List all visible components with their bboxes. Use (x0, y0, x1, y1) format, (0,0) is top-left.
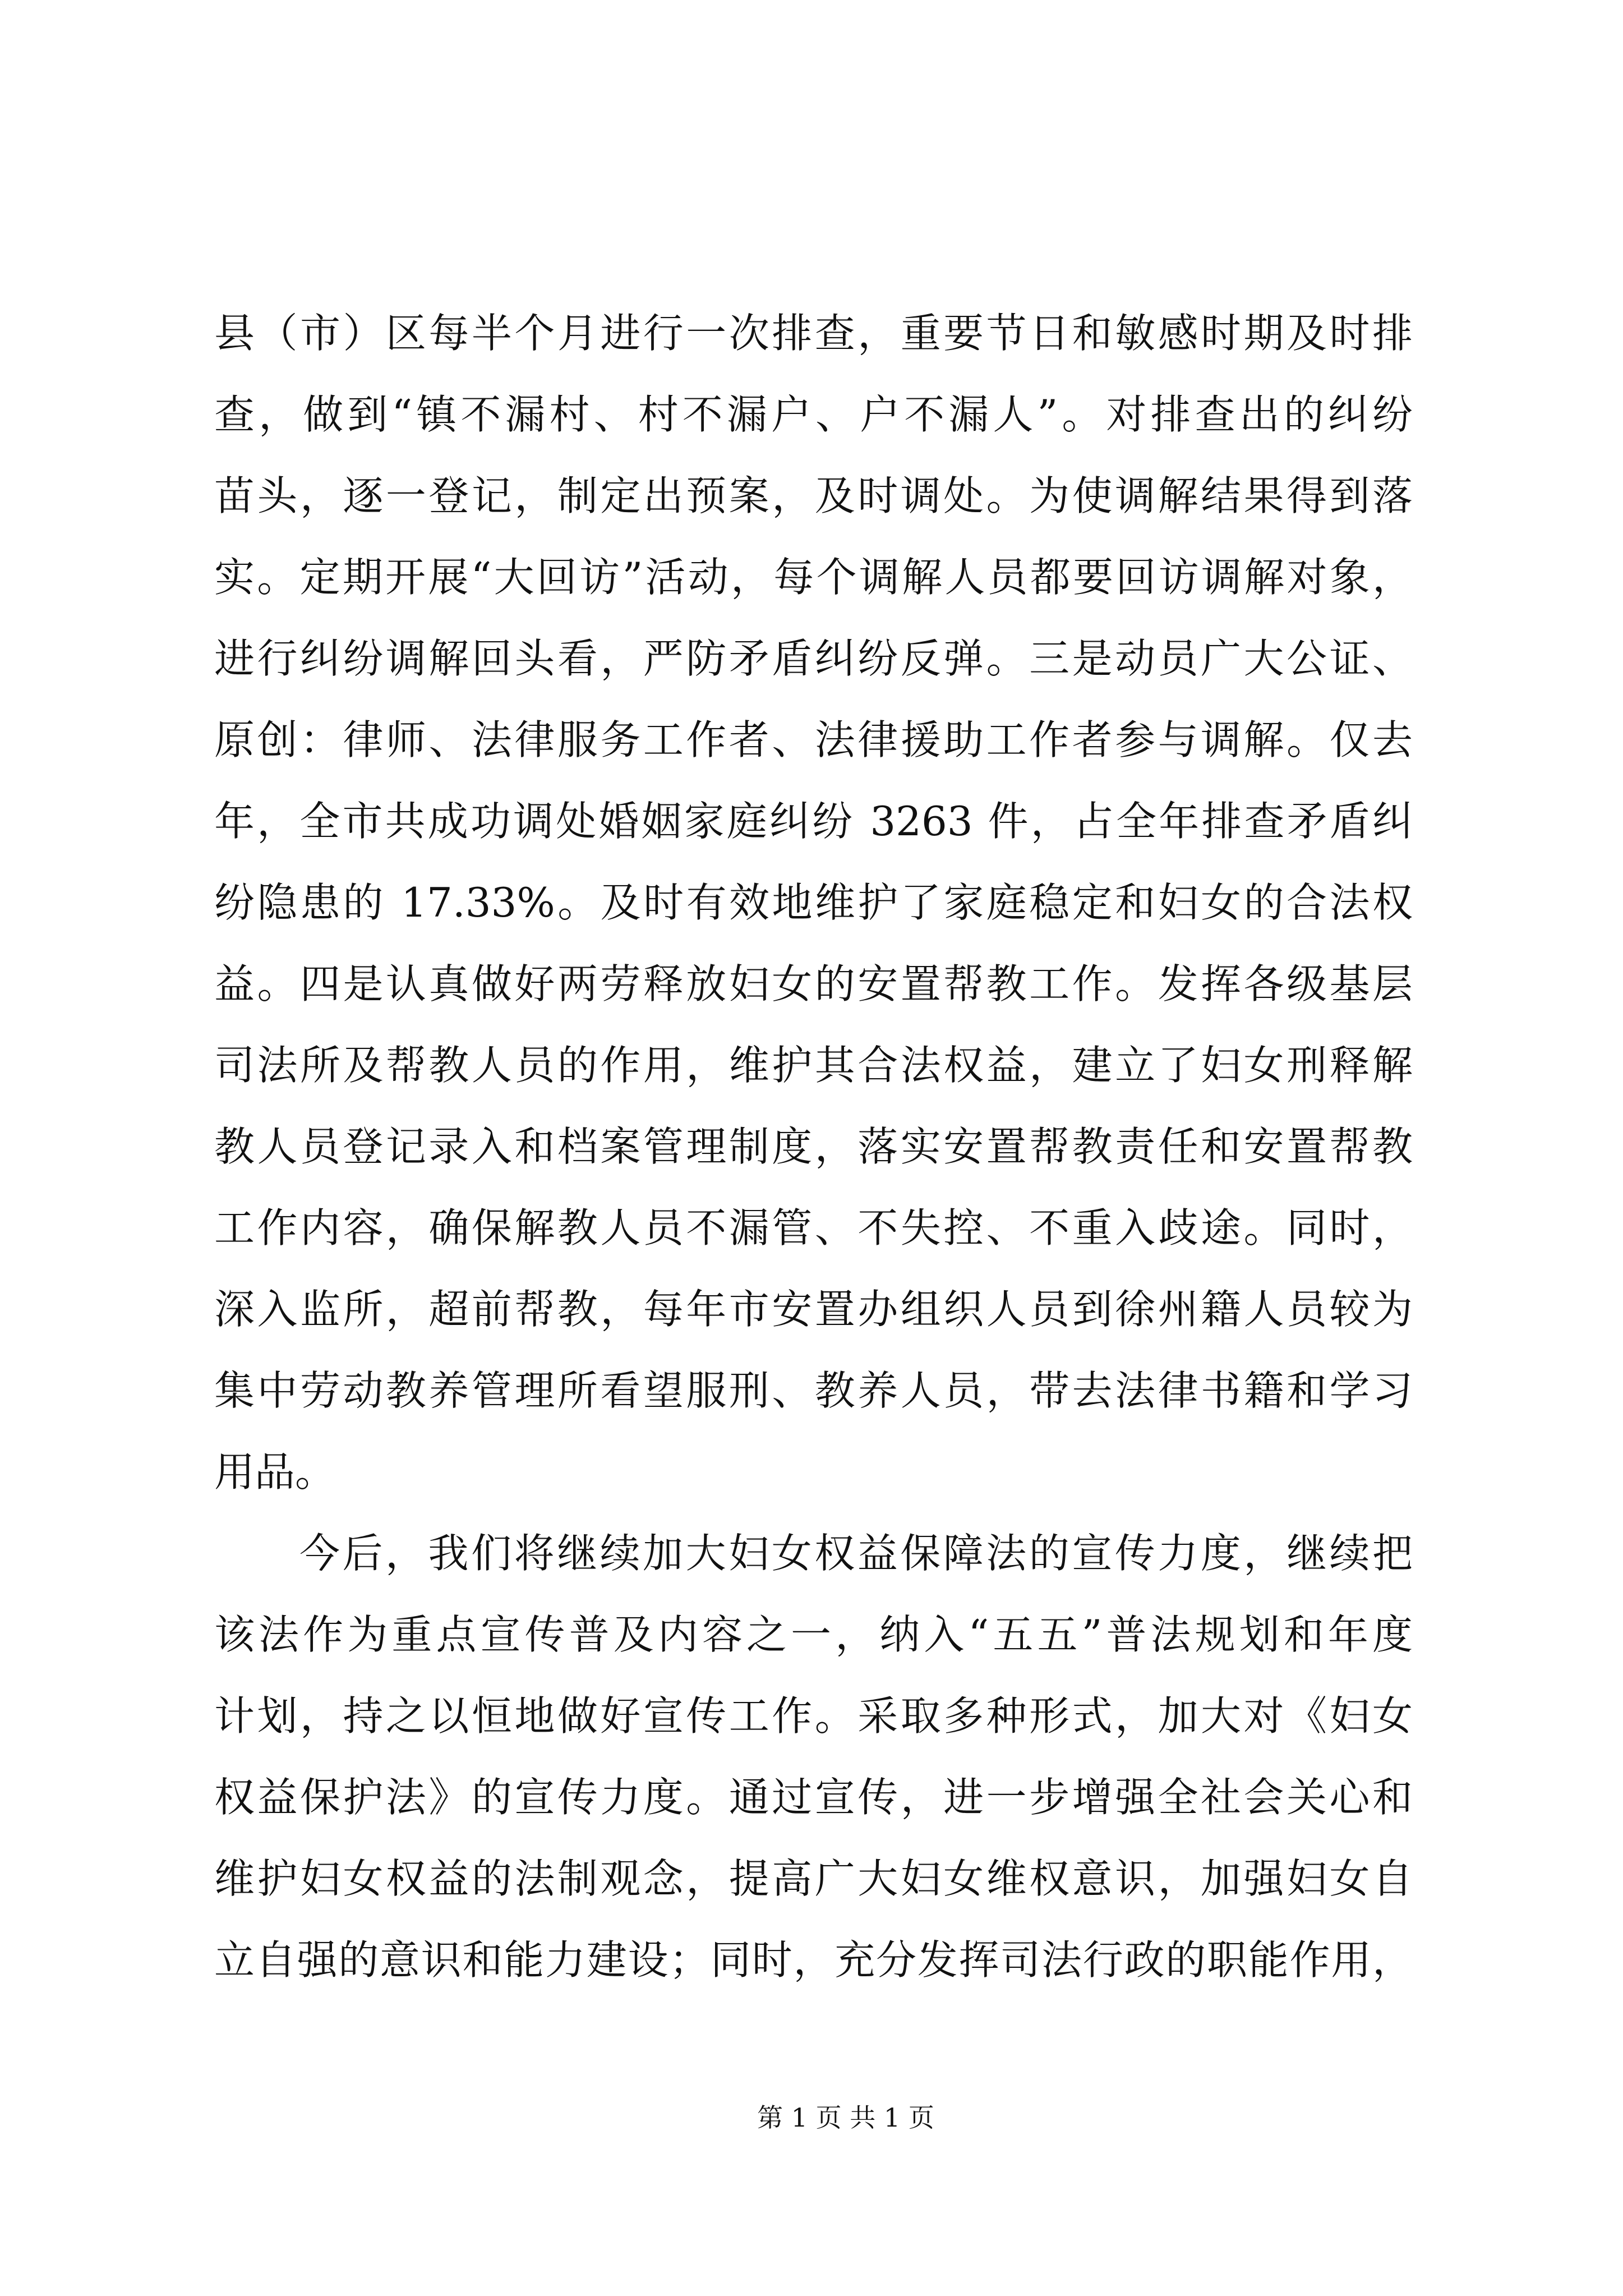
text-line: 县（市）区每半个月进行一次排查，重要节日和敏感时期及时排 (214, 310, 1413, 357)
document-body (214, 293, 1413, 2001)
text-line: 工作内容，确保解教人员不漏管、不失控、不重入歧途。同时， (214, 1204, 1413, 1251)
text-line: 原创：律师、法律服务工作者、法律援助工作者参与调解。仅去 (214, 716, 1413, 763)
text-line: 益。四是认真做好两劳释放妇女的安置帮教工作。发挥各级基层 (214, 960, 1413, 1007)
text-line: 深入监所，超前帮教，每年市安置办组织人员到徐州籍人员较为 (214, 1286, 1413, 1333)
text-line: 实。定期开展“大回访”活动，每个调解人员都要回访调解对象， (214, 554, 1413, 601)
text-line: 司法所及帮教人员的作用，维护其合法权益，建立了妇女刑释解 (214, 1042, 1413, 1089)
text-line: 进行纠纷调解回头看，严防矛盾纠纷反弹。三是动员广大公证、 (214, 635, 1413, 682)
text-line: 该法作为重点宣传普及内容之一，纳入“五五”普法规划和年度 (214, 1611, 1413, 1658)
text-line: 计划，持之以恒地做好宣传工作。采取多种形式，加大对《妇女 (214, 1692, 1413, 1740)
text-line: 今后，我们将继续加大妇女权益保障法的宣传力度，继续把 (299, 1530, 1413, 1577)
text-line: 用品。 (214, 1448, 336, 1496)
text-line: 集中劳动教养管理所看望服刑、教养人员，带去法律书籍和学习 (214, 1367, 1413, 1414)
text-line: 维护妇女权益的法制观念，提高广大妇女维权意识，加强妇女自 (214, 1855, 1413, 1902)
paragraph (214, 293, 1413, 1513)
paragraph (214, 1513, 1413, 2001)
text-line: 教人员登记录入和档案管理制度，落实安置帮教责任和安置帮教 (214, 1123, 1413, 1170)
text-line: 查，做到“镇不漏村、村不漏户、户不漏人”。对排查出的纠纷 (214, 391, 1413, 438)
text-line: 纷隐患的 17.33%。及时有效地维护了家庭稳定和妇女的合法权 (214, 879, 1413, 926)
text-line: 年，全市共成功调处婚姻家庭纠纷 3263 件，占全年排查矛盾纠 (214, 798, 1413, 845)
text-line: 苗头，逐一登记，制定出预案，及时调处。为使调解结果得到落 (214, 472, 1413, 519)
text-line: 权益保护法》的宣传力度。通过宣传，进一步增强全社会关心和 (214, 1774, 1413, 1821)
page-footer: 第 1 页 共 1 页 (757, 2102, 934, 2133)
text-line: 立自强的意识和能力建设；同时，充分发挥司法行政的职能作用， (214, 1936, 1413, 1984)
